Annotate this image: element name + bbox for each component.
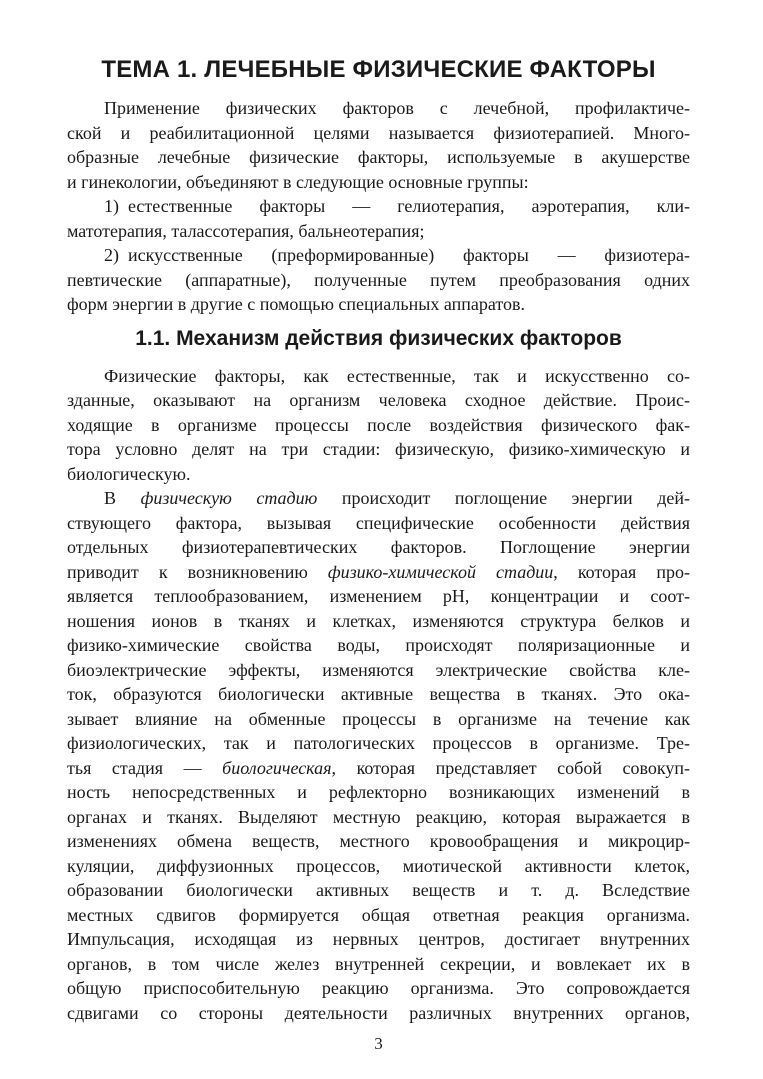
text-line: физико-химические свойства воды, происходят поляризационные и xyxy=(67,635,690,655)
text-line: местных сдвигов формируется общая ответная реакция организма. xyxy=(67,904,690,925)
text-line: певтические (аппаратные), полученные путем преобразования одних xyxy=(67,269,690,290)
text-line: и гинекологии, объединяют в следующие основные группы: xyxy=(67,171,529,192)
text-line: отдельных физиотерапевтических факторов. Поглощение энергии xyxy=(67,537,690,557)
text-line: органов, в том числе желез внутренней секреции, и вовлекает их в xyxy=(67,953,690,974)
text-line: общую приспособительную реакцию организма. Это сопровождается xyxy=(67,978,690,998)
text-line: является теплообразованием, изменением pH, концентрации и соот- xyxy=(67,586,690,606)
text-line: ской и реабилитационной целями называется физиотерапией. Много- xyxy=(67,122,690,143)
text-line: ношения ионов в тканях и клетках, изменяются структура белков и xyxy=(67,610,690,631)
text-line: сдвигами со стороны деятельности различных внутренних органов, xyxy=(67,1002,690,1023)
text-line: тья стадия — биологическая, которая представляет собой совокуп- xyxy=(67,757,690,778)
text-line: образные лечебные физические факторы, используемые в акушерстве xyxy=(67,147,690,167)
text-line: матотерапия, талассотерапия, бальнеотерапия; xyxy=(67,220,425,241)
text-line: Импульсация, исходящая из нервных центров, достигает внутренних xyxy=(67,929,690,949)
intro-paragraphs xyxy=(67,96,690,317)
text-line: 2) искусственные (преформированные) факторы — физиотера- xyxy=(104,245,690,265)
section-heading: 1.1. Механизм действия физических факторов xyxy=(135,326,622,350)
text-line: В физическую стадию происходит поглощение энергии дей- xyxy=(104,488,690,508)
text-line: ток, образуются биологически активные вещества в тканях. Это ока- xyxy=(67,684,690,704)
text-line: ствующего фактора, вызывая специфические особенности действия xyxy=(67,512,690,533)
text-line: ходящие в организме процессы после воздействия физического фак- xyxy=(67,414,690,435)
text-line: 1) естественные факторы — гелиотерапия, аэротерапия, кли- xyxy=(104,196,690,216)
text-line: приводит к возникновению физико-химической стадии, которая про- xyxy=(67,561,690,582)
text-line: изменениях обмена веществ, местного кровообращения и микроцир- xyxy=(67,831,690,851)
section-paragraphs xyxy=(67,364,690,1026)
page-title: ТЕМА 1. ЛЕЧЕБНЫЕ ФИЗИЧЕСКИЕ ФАКТОРЫ xyxy=(101,56,656,83)
text-line: зданные, оказывают на организм человека сходное действие. Проис- xyxy=(67,390,690,410)
text-line: куляции, диффузионных процессов, миотической активности клеток, xyxy=(67,855,690,876)
text-line: физиологических, так и патологических процессов в организме. Тре- xyxy=(67,733,690,753)
text-line: органах и тканях. Выделяют местную реакцию, которая выражается в xyxy=(67,806,690,827)
text-line: биологическую. xyxy=(67,463,191,484)
text-line: Применение физических факторов с лечебной, профилактиче- xyxy=(104,98,690,118)
text-line: ность непосредственных и рефлекторно возникающих изменений в xyxy=(67,782,690,802)
page-number: 3 xyxy=(374,1034,383,1053)
text-column xyxy=(67,0,690,1025)
text-line: тора условно делят на три стадии: физическую, физико-химическую и xyxy=(67,439,690,459)
text-line: форм энергии в другие с помощью специальных аппаратов. xyxy=(67,294,525,314)
text-line: биоэлектрические эффекты, изменяются электрические свойства кле- xyxy=(67,659,690,680)
text-line: Физические факторы, как естественные, так и искусственно со- xyxy=(104,365,690,386)
text-line: образовании биологически активных веществ и т. д. Вследствие xyxy=(67,880,690,900)
text-line: зывает влияние на обменные процессы в организме на течение как xyxy=(67,708,690,729)
